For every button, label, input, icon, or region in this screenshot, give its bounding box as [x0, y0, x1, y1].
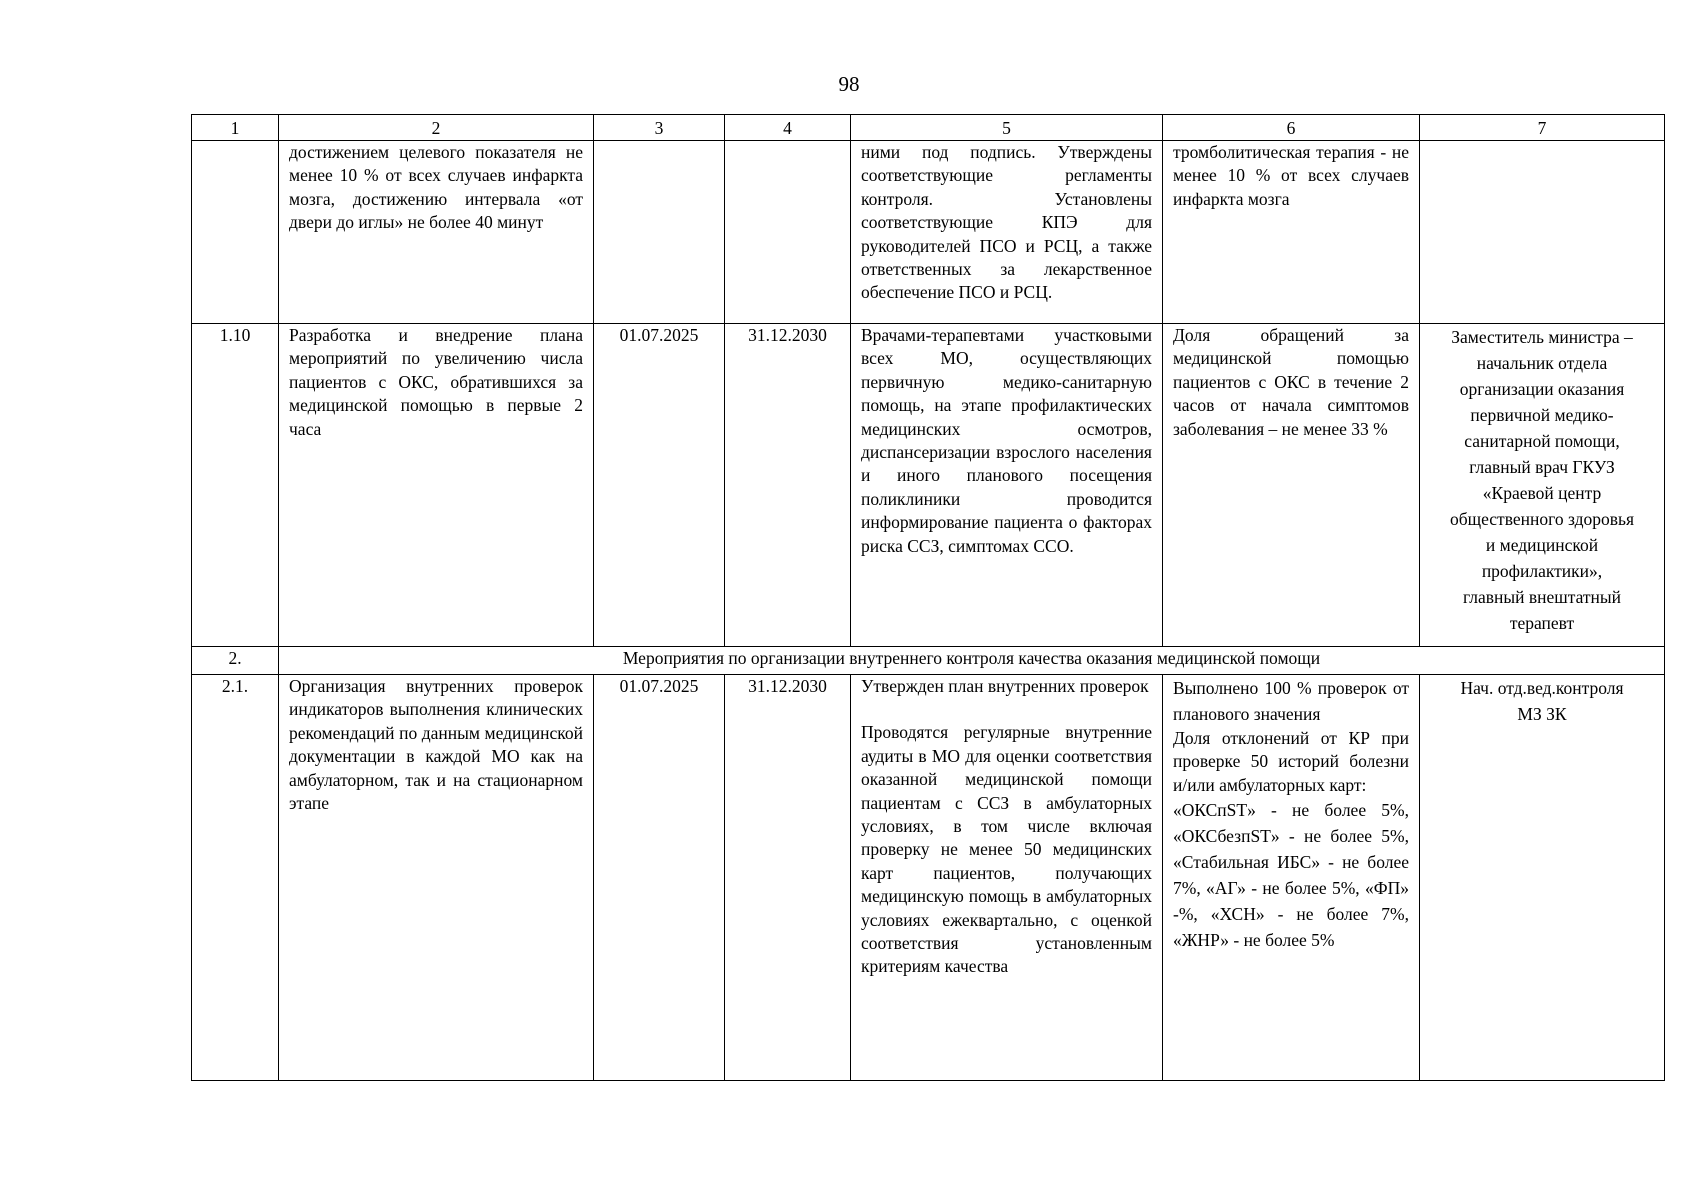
cont-responsible-cell	[1420, 141, 1665, 324]
result-cell	[851, 675, 1163, 1081]
responsible-line: Нач. отд.вед.контроля	[1460, 678, 1624, 698]
responsible-line: начальник отдела	[1476, 353, 1608, 373]
result-paragraph-plan: Утвержден план внутренних проверок	[861, 676, 1149, 696]
responsible-line: и медицинской	[1485, 535, 1599, 555]
responsible-line: терапевт	[1509, 613, 1575, 633]
row-number-cell: 1.10	[192, 324, 279, 647]
end-date-cell: 31.12.2030	[725, 675, 851, 1081]
cont-measure-cell: достижением целевого показателя не менее 10 % от всех случаев инфаркта мозга, достижению интервала «от двери до иглы» не более 40 минут	[279, 141, 594, 324]
end-date-cell: 31.12.2030	[725, 324, 851, 647]
indicator-paragraph-limits: «ОКСпST» - не более 5%, «ОКСбезпST» - не более 5%, «Стабильная ИБС» - не более 7%, «АГ» - не более 5%, «ФП» -%, «ХСН» - не более 7%, «ЖНР» - не более 5%	[1173, 800, 1409, 951]
header-row	[192, 115, 1665, 141]
header-col-5: 5	[851, 115, 1163, 141]
indicator-paragraph-checks: Выполнено 100 % проверок от планового значения	[1173, 678, 1409, 724]
cont-end-cell	[725, 141, 851, 324]
row-number-cell: 2.1.	[192, 675, 279, 1081]
indicator-paragraph-deviations: Доля отклонений от КР при проверке 50 историй болезни и/или амбулаторных карт:	[1173, 728, 1409, 795]
section-title-cell: Мероприятия по организации внутреннего контроля качества оказания медицинской помощи	[279, 647, 1665, 675]
page-number: 98	[838, 72, 860, 96]
cont-indicator-cell: тромболитическая терапия - не менее 10 % от всех случаев инфаркта мозга	[1163, 141, 1420, 324]
result-cell: Врачами-терапевтами участковыми всех МО, осуществляющих первичную медико-санитарную помощь, на этапе профилактических медицинских осмотров, диспансеризации взрослого населения и иного планового посещения поликлиники проводится информирование пациента о факторах риска ССЗ, симптомах ССО.	[851, 324, 1163, 647]
start-date-cell: 01.07.2025	[594, 324, 725, 647]
header-col-1: 1	[192, 115, 279, 141]
table-row-continuation	[192, 141, 1665, 324]
measure-cell: Разработка и внедрение плана мероприятий по увеличению числа пациентов с ОКС, обратившихся за медицинской помощью в первые 2 часа	[279, 324, 594, 647]
header-col-3: 3	[594, 115, 725, 141]
responsible-cell	[1420, 324, 1665, 647]
responsible-line: МЗ ЗК	[1517, 704, 1567, 724]
indicator-cell: Доля обращений за медицинской помощью пациентов с ОКС в течение 2 часов от начала симптомов заболевания – не менее 33 %	[1163, 324, 1420, 647]
responsible-cell	[1420, 675, 1665, 1081]
responsible-line: профилактики»,	[1481, 561, 1603, 581]
responsible-line: санитарной помощи,	[1464, 431, 1620, 451]
table-row-2-1	[192, 675, 1665, 1081]
section-number-cell: 2.	[192, 647, 279, 675]
responsible-line: Заместитель министра –	[1451, 327, 1633, 347]
responsible-line: общественного здоровья	[1449, 509, 1635, 529]
start-date-cell: 01.07.2025	[594, 675, 725, 1081]
responsible-line: организации оказания	[1459, 379, 1625, 399]
header-col-7: 7	[1420, 115, 1665, 141]
cont-number-cell	[192, 141, 279, 324]
header-col-4: 4	[725, 115, 851, 141]
measures-table	[191, 114, 1665, 1081]
result-paragraph-audits: Проводятся регулярные внутренние аудиты в МО для оценки соответствия оказанной медицинской помощи пациентам с ССЗ в амбулаторных условиях, в том числе включая проверку не менее 50 медицинских карт пациентов, получающих медицинскую помощь в амбулаторных условиях ежеквартально, с оценкой соответствия установленным критериям качества	[861, 722, 1152, 977]
table-row-1-10	[192, 324, 1665, 647]
section-row-2	[192, 647, 1665, 675]
responsible-line: главный врач ГКУЗ	[1469, 457, 1615, 477]
measure-cell: Организация внутренних проверок индикаторов выполнения клинических рекомендаций по данным медицинской документации в каждой МО как на амбулаторном, так и на стационарном этапе	[279, 675, 594, 1081]
header-col-2: 2	[279, 115, 594, 141]
indicator-cell	[1163, 675, 1420, 1081]
responsible-line: главный внештатный	[1462, 587, 1622, 607]
cont-start-cell	[594, 141, 725, 324]
cont-result-cell: ними под подпись. Утверждены соответствующие регламенты контроля. Установлены соответствующие КПЭ для руководителей ПСО и РСЦ, а также ответственных за лекарственное обеспечение ПСО и РСЦ.	[851, 141, 1163, 324]
header-col-6: 6	[1163, 115, 1420, 141]
responsible-line: «Краевой центр	[1482, 483, 1602, 503]
responsible-line: первичной медико-	[1470, 405, 1614, 425]
